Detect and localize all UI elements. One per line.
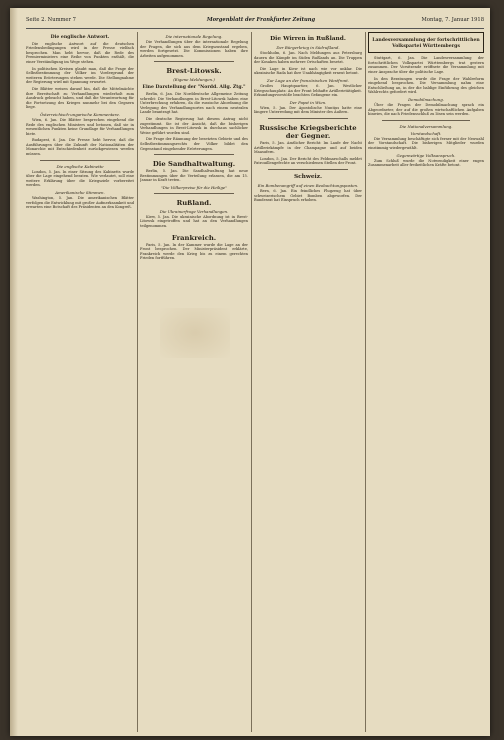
article-heading: Brest-Litowsk.	[166, 67, 222, 76]
section-divider	[154, 193, 234, 194]
article-heading: Die Wirren in Rußland.	[270, 36, 346, 42]
article-subheading: Der Papst in Wien.	[289, 99, 327, 105]
article-paragraph: Über die Fragen der Demobilmachung sprach ein Abgeordneter, der auf die großen wirtschaftlichen Aufgaben hinwies, die nach Friedensschluß zu lösen sein werden.	[368, 102, 484, 117]
article-paragraph: Paris, 5. Jan. In der Kammer wurde die Lage an der Front besprochen. Der Ministerpräsident erklärte, Frankreich werde den Krieg bis zu einem gerechten Frieden fortführen.	[140, 242, 248, 261]
article-paragraph: Washington, 5. Jan. Die amerikanischen Blätter verfolgen die Entwicklung mit großer Aufmerksamkeit und erwarten eine Botschaft des Präsidenten an den Kongreß.	[26, 196, 134, 210]
article-paragraph: Budapest, 6. Jan. Die Presse hebt hervor, daß die Ausführungen über die Zukunft der Nationalitäten der Monarchie mit Entschiedenheit zurückgewiesen werden müssen.	[26, 138, 134, 157]
article-paragraph: Wien, 5. Jan. Der Apostolische Nuntius hatte eine längere Unterredung mit dem Minister des Äußern.	[254, 105, 362, 115]
masthead: Morgenblatt der Frankfurter Zeitung	[206, 17, 316, 23]
column-4	[368, 32, 484, 732]
page-header	[26, 14, 484, 29]
article-subheading: Die englische Kabinette	[56, 163, 104, 169]
article-paragraph: Großes Hauptquartier, 6. Jan. Westlicher Kriegsschauplatz: An der Front lebhafte Artillerietätigkeit. Erkundungsvorstöße brachten Gefangene ein.	[254, 83, 362, 98]
column-1	[26, 32, 134, 732]
article-paragraph: London, 5. Jan. In einer Sitzung des Kabinetts wurde über die Lage eingehend beraten. Wie verlautet, soll eine weitere Erklärung über die Kriegsziele vorbereitet werden.	[26, 169, 134, 188]
article-subheading: Amerikanische Stimmen.	[55, 190, 105, 196]
section-divider	[154, 61, 234, 62]
article-heading: Russische Kriegsberichte der Gegner.	[259, 123, 357, 140]
article-heading: Rußland.	[176, 198, 212, 207]
article-subheading: Die Nationalversammlung.	[399, 123, 453, 129]
article-paragraph: Die englische Antwort auf die deutschen Friedensbedingungen wird in der Presse vielfach besprochen. Man hebt hervor, daß die Rede des Premierministers eine Reihe von Punkten enthält, die einer Verständigung im Wege stehen.	[26, 41, 134, 64]
article-subheading: Die Ukrainerfrage Verhandlungen.	[159, 208, 229, 214]
article-paragraph: Die Frage der Räumung der besetzten Gebiete und des Selbstbestimmungsrechts der Völker bildet den Gegenstand eingehender Erörterungen.	[140, 137, 248, 151]
section-divider	[382, 120, 470, 121]
section-divider	[40, 160, 120, 161]
column-2	[140, 32, 248, 732]
article-heading: Schweiz.	[293, 173, 323, 180]
article-paragraph: Paris, 5. Jan. Amtlicher Bericht: Im Laufe der Nacht Artilleriekämpfe in der Champagne und auf beiden Maasufern.	[254, 140, 362, 155]
article-paragraph: Die Lage in Kiew ist nach wie vor unklar. Die ukrainische Rada hat ihre Unabhängigkeit erneut betont.	[254, 66, 362, 76]
column-rule	[365, 32, 366, 732]
article-subheading: Gegenwärtige Volksanspruch.	[396, 152, 456, 158]
article-subheading: Zur Lage an der französischen Westfront.	[266, 77, 350, 83]
section-divider	[268, 118, 348, 119]
article-subheading: Österreichisch-ungarische Kommentare.	[39, 111, 120, 117]
article-heading: Die englische Antwort.	[50, 35, 110, 40]
article-paragraph: Bern, 6. Jan. Ein feindliches Flugzeug hat über schweizerischem Gebiet Bomben abgeworfen. Der Bundesrat hat Einspruch erhoben.	[254, 188, 362, 203]
article-subheading: Demobilmachung.	[408, 96, 444, 102]
article-paragraph: Stuttgart, 6. Jan. Die Landesversammlung der fortschrittlichen Volkspartei Württembergs trat gestern zusammen. Der Vorsitzende eröffnete die Versammlung mit einer Ansprache über die politische Lage.	[368, 56, 484, 74]
article-paragraph: Berlin, 5. Jan. Die Sandhaltwaltung hat neue Bestimmungen über die Verteilung erlassen, die am 15. Januar in Kraft treten.	[140, 169, 248, 183]
article-paragraph: Kiew, 5. Jan. Die ukrainische Abordnung ist in Brest-Litowsk eingetroffen und hat an den Verhandlungen teilgenommen.	[140, 214, 248, 229]
column-3	[254, 32, 362, 732]
article-subheading: Ein Bombenangriff auf einen Beobachtungsposten.	[257, 182, 359, 188]
article-paragraph: Stockholm, 6. Jan. Nach Meldungen aus Petersburg dauern die Kämpfe im Süden Rußlands an. Die Truppen der Kosaken haben mehrere Ortschaften besetzt.	[254, 51, 362, 65]
page-binding-edge	[10, 8, 18, 736]
section-divider	[154, 154, 234, 155]
article-paragraph: Berlin, 6. Jan. Die Norddeutsche Allgemeine Zeitung schreibt: Die Verhandlungen in Brest-Litowsk haben eine Unterbrechung erfahren, da die russische Abordnung die Verlegung des Verhandlungsortes nach einem neutralen Lande beantragt hat.	[140, 91, 248, 115]
article-paragraph: Die deutsche Regierung hat diesem Antrag nicht zugestimmt. Sie ist der Ansicht, daß die bisherigen Verhandlungen in Brest-Litowsk in durchaus sachlicher Weise geführt worden sind.	[140, 116, 248, 135]
section-divider	[268, 169, 348, 170]
article-paragraph: In den Beratungen wurde die Frage der Wahlreform eingehend besprochen. Die Versammlung nahm eine Entschließung an, in der die baldige Einführung des gleichen Wahlrechts gefordert wird.	[368, 76, 484, 95]
article-paragraph: Die Versammlung beschäftigte sich ferner mit der Neuwahl der Vorstandschaft. Die bisherigen Mitglieder wurden einstimmig wiedergewählt.	[368, 136, 484, 150]
newspaper-page	[10, 8, 490, 736]
article-subheading: Die internationale Regelung.	[165, 34, 223, 39]
article-heading: Landesversammlung der fortschrittlichen Volkspartei Württembergs	[372, 38, 480, 49]
article-heading: Die Sandhaltwaltung.	[152, 160, 236, 169]
headline-box	[368, 32, 484, 53]
article-paragraph: Die Blätter weisen darauf hin, daß die Mittelmächte ihre Bereitschaft zu Verhandlungen wiederholt zum Ausdruck gebracht haben, und daß die Verantwortung für die Fortsetzung des Krieges nunmehr bei den Gegnern liege.	[26, 86, 134, 110]
article-subheading: Der Bürgerkrieg in Südrußland.	[276, 45, 340, 50]
article-paragraph: In politischen Kreisen glaubt man, daß die Frage der Selbstbestimmung der Völker im Vordergrund der weiteren Erörterungen stehen werde. Die Stellungnahme der Regierung wird mit Spannung erwartet.	[26, 66, 134, 85]
article-paragraph: Wien, 6. Jan. Die Blätter besprechen eingehend die Rede des englischen Ministers und betonen, daß sie in wesentlichen Punkten keine Grundlage für Verhandlungen biete.	[26, 117, 134, 136]
column-rule	[137, 32, 138, 732]
article-subheading: "Die Völkerpreise für die Heilige"	[160, 184, 227, 190]
article-subheading: Vorstandschaft.	[410, 130, 442, 136]
article-paragraph: Die Verhandlungen über die internationale Regelung der Fragen, die sich aus dem Kriegszustand ergeben, werden fortgesetzt. Die Kommissionen haben ihre Arbeiten aufgenommen.	[140, 40, 248, 58]
article-paragraph: Zum Schluß wurde die Notwendigkeit einer engen Zusammenarbeit aller freiheitlichen Kräfte betont.	[368, 158, 484, 168]
article-subheading: (Eigene Meldungen.)	[173, 77, 215, 83]
article-heading: Frankreich.	[171, 233, 217, 242]
issue-date: Montag, 7. Januar 1918	[421, 17, 484, 23]
article-paragraph: London, 5. Jan. Der Bericht des Feldmarschalls meldet Patrouillengefechte an verschiedenen Stellen der Front.	[254, 156, 362, 166]
article-heading: Eine Darstellung der "Nordd. Allg. Ztg."	[142, 85, 246, 91]
column-rule	[251, 32, 252, 732]
page-number: Seite 2. Nummer 7	[26, 17, 76, 23]
